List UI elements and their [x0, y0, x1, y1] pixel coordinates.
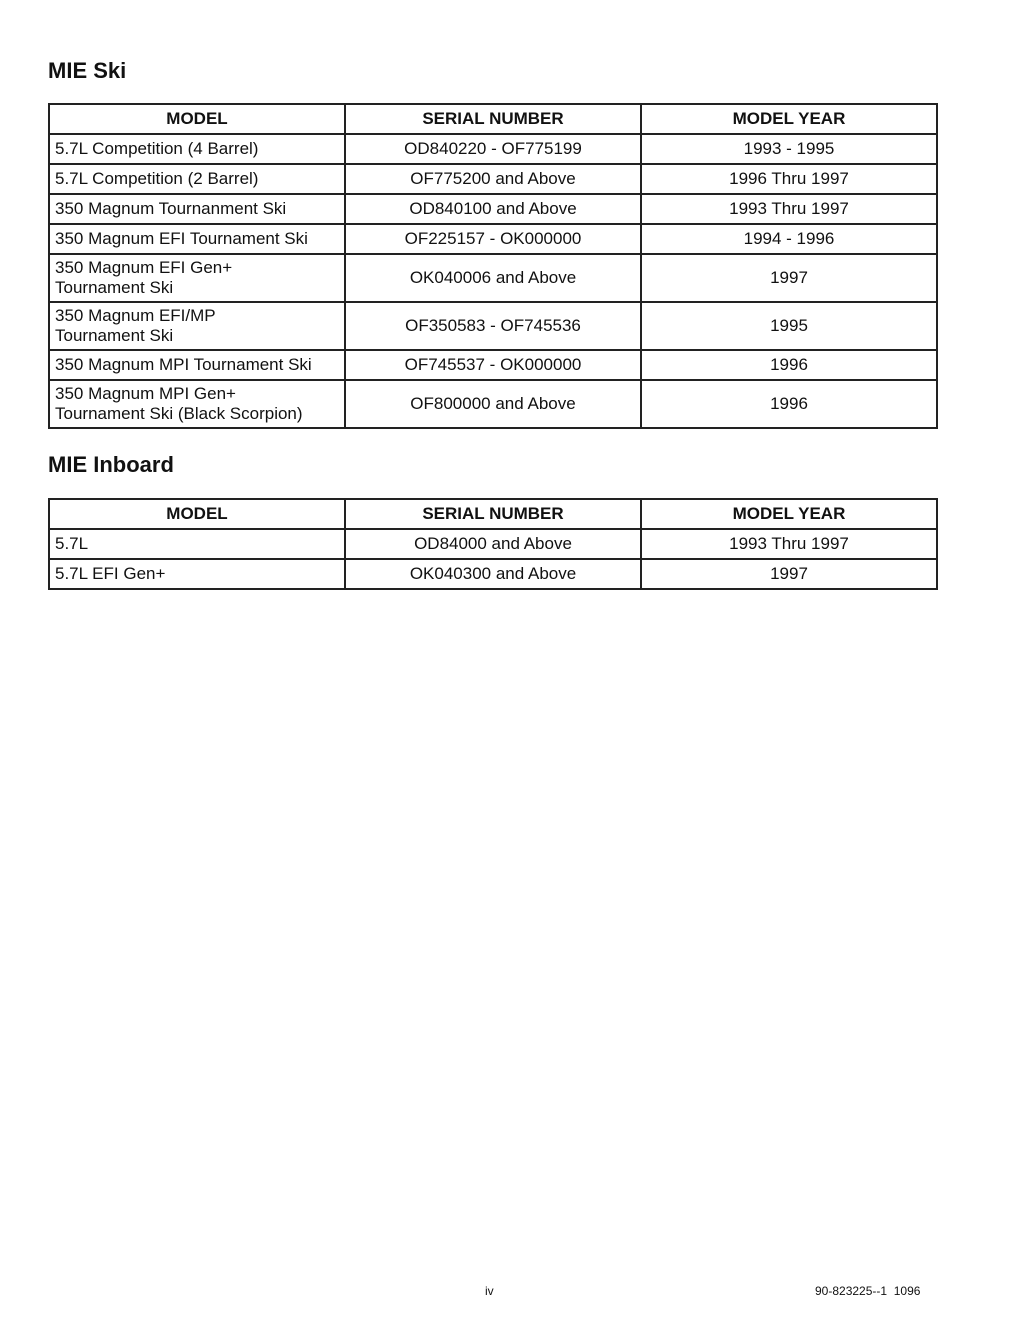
cell-serial-number: OF350583 - OF745536: [345, 302, 641, 350]
cell-model: 5.7L: [49, 529, 345, 559]
table-row: [49, 350, 937, 380]
table-row: [49, 134, 937, 164]
cell-model: 350 Magnum MPI Tournament Ski: [49, 350, 345, 380]
cell-model-line: 350 Magnum EFI Gen+: [55, 258, 233, 277]
cell-serial-number: OF775200 and Above: [345, 164, 641, 194]
header-model-year: MODEL YEAR: [641, 499, 937, 529]
section-title-mie-ski: MIE Ski: [48, 58, 127, 83]
table-row: [49, 380, 937, 428]
cell-model-line: Tournament Ski: [55, 326, 174, 345]
cell-model: 5.7L Competition (2 Barrel): [49, 164, 345, 194]
cell-model: 350 Magnum Tournanment Ski: [49, 194, 345, 224]
mie-ski-table: [48, 103, 938, 429]
cell-model: 5.7L Competition (4 Barrel): [49, 134, 345, 164]
cell-model-year: 1997: [641, 254, 937, 302]
cell-model-year: 1993 Thru 1997: [641, 529, 937, 559]
table-header-row: [49, 499, 937, 529]
cell-model-line: Tournament Ski: [55, 278, 174, 297]
cell-model-line: Tournament Ski (Black Scorpion): [55, 404, 303, 423]
cell-model-year: 1995: [641, 302, 937, 350]
table-row: [49, 559, 937, 589]
table-row: [49, 529, 937, 559]
cell-model-year: 1996: [641, 350, 937, 380]
cell-model-year: 1993 Thru 1997: [641, 194, 937, 224]
header-serial-number: SERIAL NUMBER: [345, 104, 641, 134]
cell-model-year: 1996 Thru 1997: [641, 164, 937, 194]
cell-serial-number: OK040006 and Above: [345, 254, 641, 302]
cell-model-line: 350 Magnum EFI/MP: [55, 306, 216, 325]
mie-inboard-table: [48, 498, 938, 590]
cell-serial-number: OF800000 and Above: [345, 380, 641, 428]
cell-model-year: 1994 - 1996: [641, 224, 937, 254]
cell-model-year: 1997: [641, 559, 937, 589]
cell-serial-number: OK040300 and Above: [345, 559, 641, 589]
cell-model: [49, 380, 345, 428]
cell-model: [49, 254, 345, 302]
section-title-mie-inboard: MIE Inboard: [48, 452, 174, 477]
header-model: MODEL: [49, 499, 345, 529]
header-model-year: MODEL YEAR: [641, 104, 937, 134]
cell-serial-number: OF745537 - OK000000: [345, 350, 641, 380]
cell-serial-number: OF225157 - OK000000: [345, 224, 641, 254]
table-row: [49, 194, 937, 224]
cell-serial-number: OD840220 - OF775199: [345, 134, 641, 164]
table-row: [49, 224, 937, 254]
cell-model-year: 1993 - 1995: [641, 134, 937, 164]
page-number: iv: [485, 1284, 494, 1298]
cell-serial-number: OD84000 and Above: [345, 529, 641, 559]
cell-serial-number: OD840100 and Above: [345, 194, 641, 224]
table-row: [49, 164, 937, 194]
table-row: [49, 254, 937, 302]
cell-model-line: 350 Magnum MPI Gen+: [55, 384, 236, 403]
document-number: 90-823225--1 1096: [815, 1284, 921, 1298]
header-serial-number: SERIAL NUMBER: [345, 499, 641, 529]
cell-model-year: 1996: [641, 380, 937, 428]
cell-model: 350 Magnum EFI Tournament Ski: [49, 224, 345, 254]
cell-model: 5.7L EFI Gen+: [49, 559, 345, 589]
header-model: MODEL: [49, 104, 345, 134]
table-row: [49, 302, 937, 350]
table-header-row: [49, 104, 937, 134]
cell-model: [49, 302, 345, 350]
